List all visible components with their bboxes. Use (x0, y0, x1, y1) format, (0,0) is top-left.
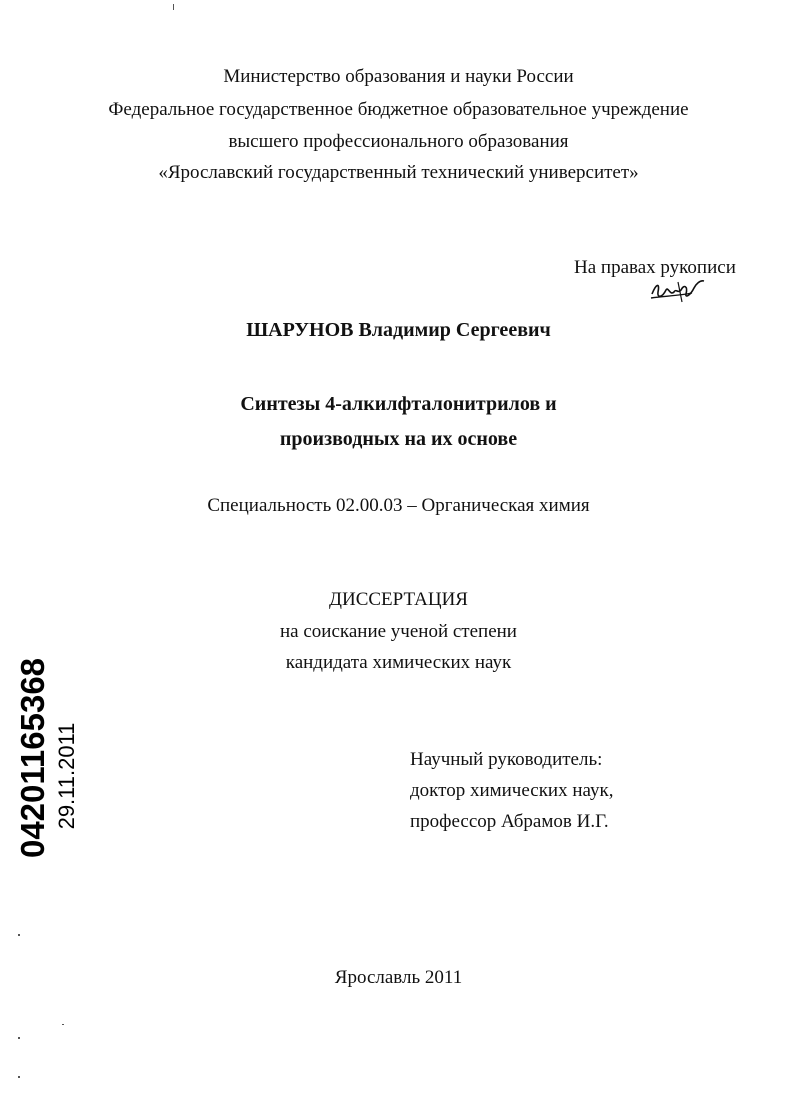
stamp-id: 04201165368 (14, 657, 51, 859)
city-year: Ярославль 2011 (334, 967, 463, 988)
scan-speck (62, 1024, 64, 1025)
document-type: ДИССЕРТАЦИЯ (329, 589, 468, 610)
institution-line-1: Федеральное государственное бюджетное образовательное учреждение (108, 99, 689, 120)
degree-line-1: на соискание ученой степени (280, 621, 517, 642)
scan-speck (18, 934, 20, 936)
institution-line-2: высшего профессионального образования (228, 131, 569, 152)
title-line-2: производных на их основе (279, 428, 518, 450)
ministry-line: Министерство образования и науки России (223, 66, 574, 87)
degree-line-2: кандидата химических наук (285, 652, 512, 673)
stamp-date: 29.11.2011 (54, 722, 79, 830)
supervisor-label: Научный руководитель: (410, 749, 603, 770)
supervisor-degree: доктор химических наук, (410, 780, 614, 801)
author-name: ШАРУНОВ Владимир Сергеевич (246, 319, 551, 341)
university-name: «Ярославский государственный технический университет» (158, 162, 639, 183)
scan-speck (18, 1076, 20, 1078)
specialty-line: Специальность 02.00.03 – Органическая химия (207, 495, 590, 516)
scan-speck (18, 1037, 20, 1039)
supervisor-name: профессор Абрамов И.Г. (410, 811, 609, 832)
title-line-1: Синтезы 4-алкилфталонитрилов и (240, 393, 557, 415)
rights-note: На правах рукописи (574, 257, 736, 278)
signature (648, 276, 708, 306)
scan-mark (173, 4, 174, 10)
